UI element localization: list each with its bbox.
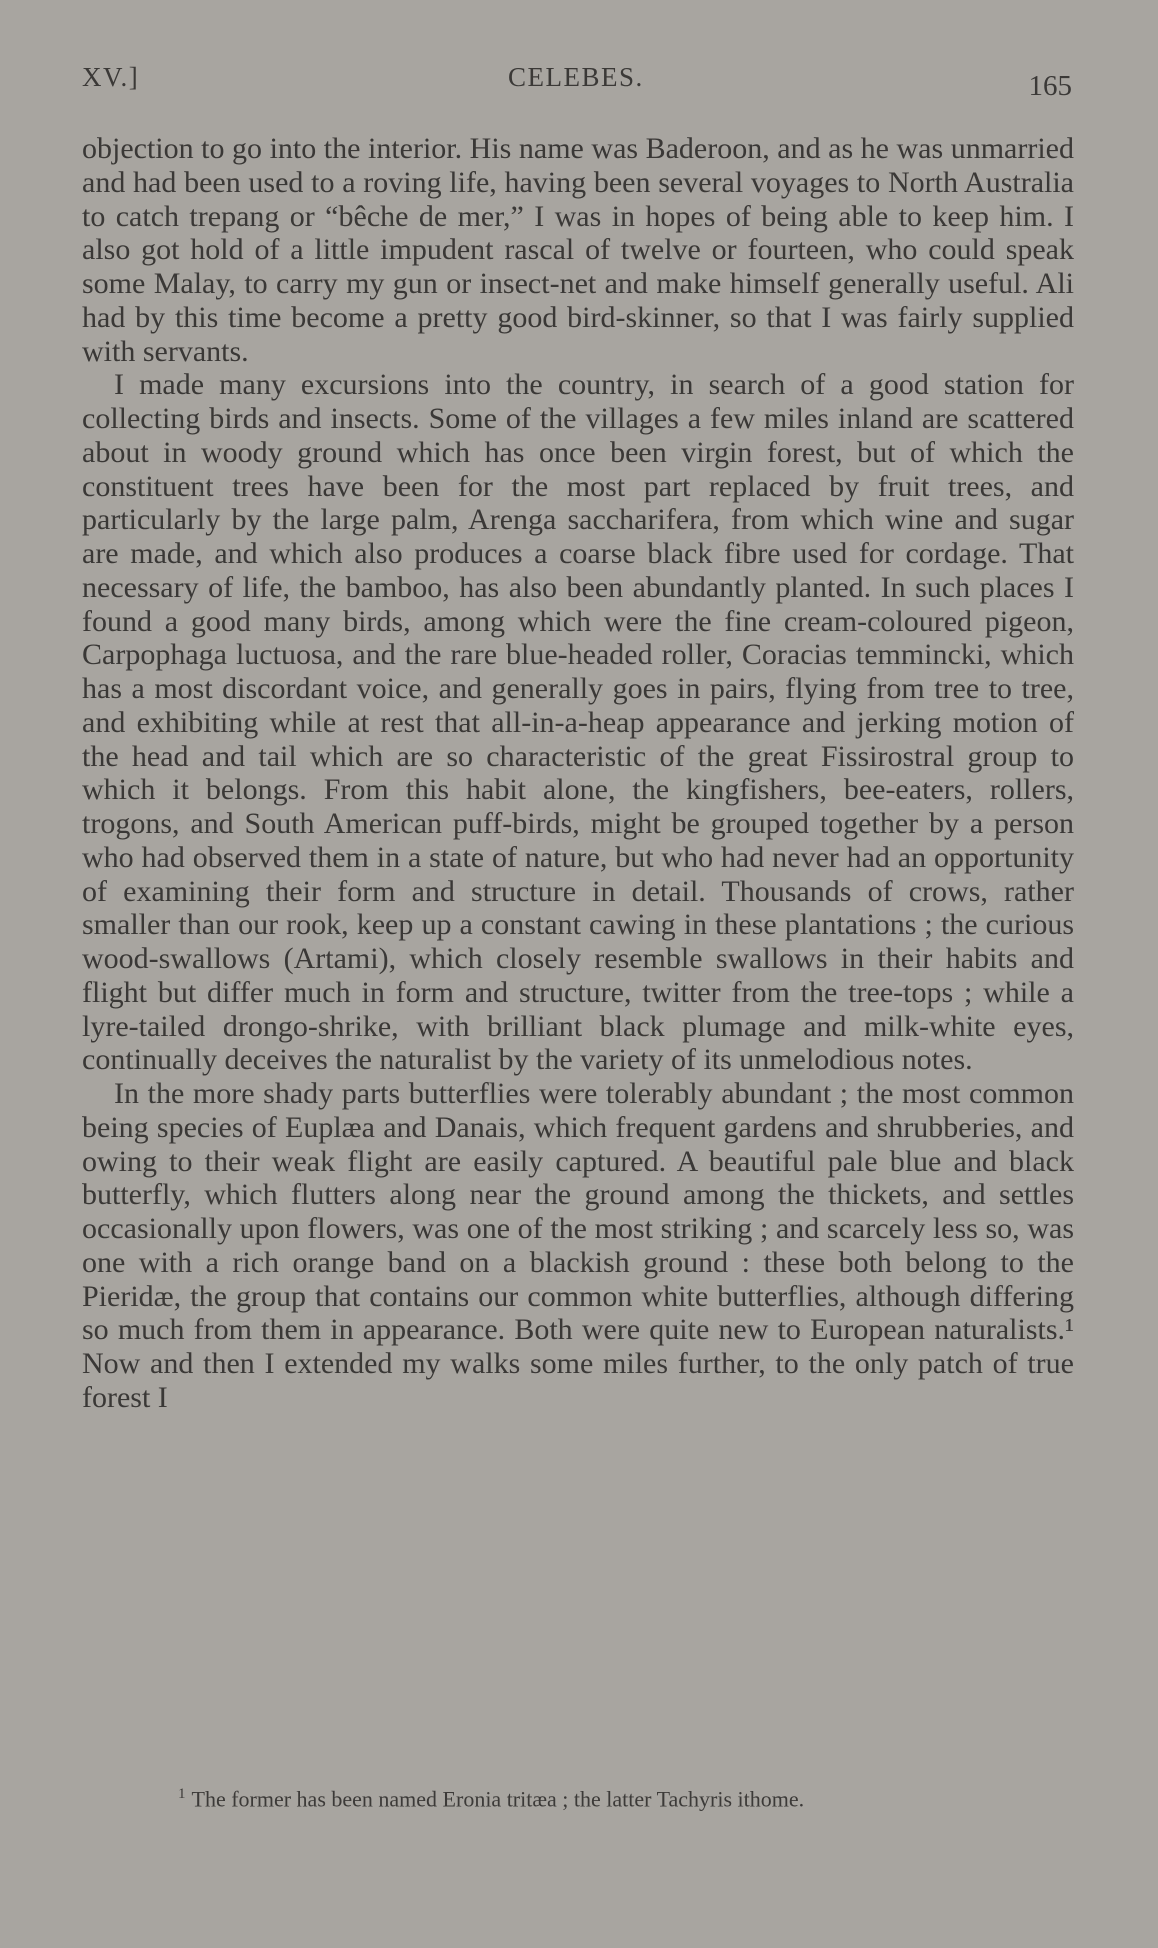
footnote-mark: 1 [178, 1786, 186, 1802]
paragraph: In the more shady parts butterflies were tolerably abundant ; the most common being species of Euplæa and Danais, which frequent gardens and shrubberies, and owing to their weak flight are easily captured. A beautiful pale blue and black butterfly, which flutters along near the ground among the thickets, and settles occasionally upon flowers, was one of the most striking ; and scarcely less so, was one with a rich orange band on a blackish ground : these both belong to the Pieridæ, the group that contains our common white butterflies, although differing so much from them in appearance. Both were quite new to European naturalists.¹ Now and then I extended my walks some miles further, to the only patch of true forest I [82, 1077, 1074, 1414]
page-number: 165 [1028, 70, 1072, 102]
chapter-title: CELEBES. [508, 62, 644, 92]
running-head [82, 58, 1072, 102]
paragraph: objection to go into the interior. His name was Baderoon, and as he was unmarried and had been used to a roving life, having been several voyages to North Australia to catch trepang or “bêche de mer,” I was in hopes of being able to keep him. I also got hold of a little impudent rascal of twelve or fourteen, who could speak some Malay, to carry my gun or insect-net and make himself generally useful. Ali had by this time become a pretty good bird-skinner, so that I was fairly supplied with servants. [82, 132, 1074, 368]
chapter-number: XV.] [82, 62, 140, 92]
paragraph: I made many excursions into the country, in search of a good station for collecting birds and insects. Some of the villages a few miles inland are scattered about in woody ground which has once been virgin forest, but of which the constituent trees have been for the most part replaced by fruit trees, and particularly by the large palm, Arenga saccharifera, from which wine and sugar are made, and which also produces a coarse black fibre used for cordage. That necessary of life, the bamboo, has also been abundantly planted. In such places I found a good many birds, among which were the fine cream-coloured pigeon, Carpophaga luctuosa, and the rare blue-headed roller, Coracias temmincki, which has a most discordant voice, and generally goes in pairs, flying from tree to tree, and exhibiting while at rest that all-in-a-heap appearance and jerking motion of the head and tail which are so characteristic of the great Fissirostral group to which it belongs. From this habit alone, the kingfishers, bee-eaters, rollers, trogons, and South American puff-birds, might be grouped together by a person who had observed them in a state of nature, but who had never had an opportunity of examining their form and structure in detail. Thousands of crows, rather smaller than our rook, keep up a constant cawing in these plantations ; the curious wood-swallows (Artami), which closely resemble swallows in their habits and flight but differ much in form and structure, twitter from the tree-tops ; while a lyre-tailed drongo-shrike, with brilliant black plumage and milk-white eyes, continually deceives the naturalist by the variety of its unmelodious notes. [82, 368, 1074, 1077]
body-text [82, 132, 1074, 1415]
footnote-text: The former has been named Eronia tritæa ; the latter Tachyris ithome. [191, 1786, 805, 1812]
footnote [178, 1780, 1058, 1813]
